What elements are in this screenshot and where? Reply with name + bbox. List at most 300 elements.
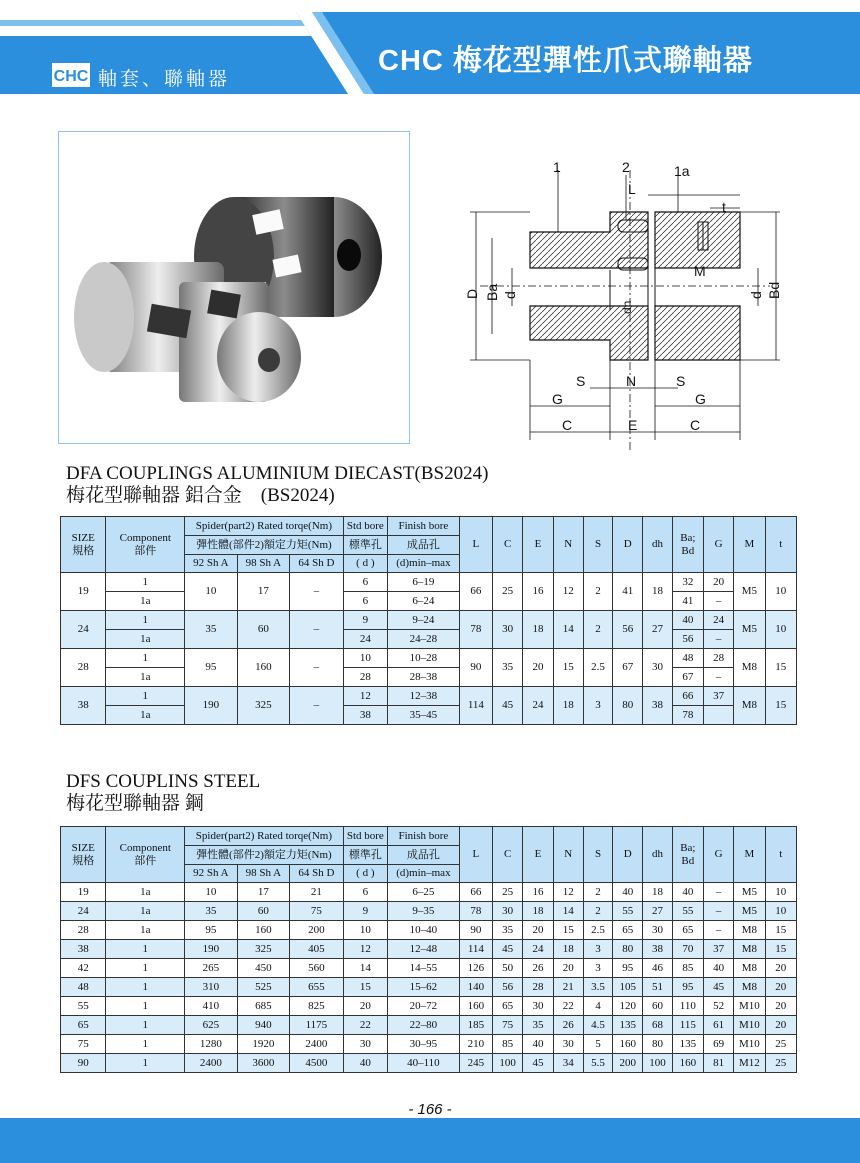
size-en: SIZE xyxy=(71,532,95,545)
table-cell: 90 xyxy=(459,649,492,687)
hardness-92-sha: 92 Sh A xyxy=(185,555,237,573)
table-cell: 560 xyxy=(290,959,344,978)
table-cell: 81 xyxy=(703,1054,733,1073)
table-cell: 51 xyxy=(643,978,672,997)
table-cell: M10 xyxy=(734,1035,765,1054)
table-cell: 30 xyxy=(643,649,672,687)
table-cell: 14–55 xyxy=(388,959,460,978)
table-cell: 126 xyxy=(459,959,492,978)
table-cell: 15 xyxy=(553,921,583,940)
drawing-label-d-left: d xyxy=(502,291,518,299)
size-header xyxy=(61,827,106,883)
table-cell: 15 xyxy=(765,687,796,725)
table-cell: 41 xyxy=(613,573,643,611)
table-cell: 85 xyxy=(672,959,703,978)
table-cell: 56 xyxy=(672,630,703,649)
table-cell: 56 xyxy=(613,611,643,649)
size-cell: 38 xyxy=(61,687,106,725)
component-cell: 1a xyxy=(106,668,185,687)
table-cell: 48 xyxy=(672,649,703,668)
table-cell: 9–35 xyxy=(388,902,460,921)
table-cell: 625 xyxy=(185,1016,237,1035)
drawing-label-S-left: S xyxy=(576,373,586,389)
table-cell: 20 xyxy=(703,573,733,592)
table-cell: M8 xyxy=(734,959,765,978)
size-cell: 28 xyxy=(61,921,106,940)
table-cell: 35 xyxy=(493,649,523,687)
table-cell: 685 xyxy=(237,997,289,1016)
table-cell: 21 xyxy=(290,883,344,902)
table-cell: 15 xyxy=(765,940,796,959)
table-cell: 15 xyxy=(343,978,387,997)
table-cell: 24 xyxy=(523,940,553,959)
finish-bore-header-en: Finish bore xyxy=(388,517,460,536)
table-cell: 10–28 xyxy=(388,649,460,668)
table-cell: 65 xyxy=(493,997,523,1016)
table-cell: 45 xyxy=(703,978,733,997)
col-header-C: C xyxy=(493,517,523,573)
component-zh: 部件 xyxy=(134,854,157,867)
table-cell: 95 xyxy=(185,921,237,940)
std-bore-d: ( d ) xyxy=(343,865,387,883)
std-bore-header-zh: 標準孔 xyxy=(343,846,387,865)
table-cell: 21 xyxy=(553,978,583,997)
table-cell: 26 xyxy=(523,959,553,978)
col-header-L: L xyxy=(459,827,492,883)
table-cell: 6–24 xyxy=(388,592,460,611)
table-cell: 190 xyxy=(185,687,237,725)
table-cell: 20 xyxy=(765,997,796,1016)
table-cell: 20 xyxy=(523,921,553,940)
table-cell: 10 xyxy=(765,883,796,902)
table-row xyxy=(61,649,797,668)
drawing-label-2: 2 xyxy=(622,159,630,175)
table-cell: 3600 xyxy=(237,1054,289,1073)
table-cell: 10 xyxy=(343,921,387,940)
table-cell: 655 xyxy=(290,978,344,997)
component-cell: 1a xyxy=(106,921,185,940)
col-header-E: E xyxy=(523,827,553,883)
table-cell: 35 xyxy=(493,921,523,940)
table-cell: – xyxy=(290,687,344,725)
drawing-label-Ba: Ba xyxy=(484,283,500,301)
page-title: CHC 梅花型彈性爪式聯軸器 xyxy=(378,45,753,77)
table-cell: 135 xyxy=(672,1035,703,1054)
table-cell: 95 xyxy=(613,959,643,978)
table-cell: 30 xyxy=(493,611,523,649)
table-cell: 525 xyxy=(237,978,289,997)
dfs-spec-table xyxy=(60,826,797,1073)
category-label: 軸套、聯軸器 xyxy=(98,68,231,90)
drawing-label-D: D xyxy=(464,288,480,299)
table-cell: 25 xyxy=(765,1054,796,1073)
drawing-label-G-right: G xyxy=(695,391,706,407)
table-cell: 75 xyxy=(290,902,344,921)
table-cell: 4.5 xyxy=(583,1016,612,1035)
table-cell: – xyxy=(703,883,733,902)
table-cell: 12 xyxy=(553,883,583,902)
component-header xyxy=(106,827,185,883)
component-zh: 部件 xyxy=(134,544,157,557)
table-cell: 40–110 xyxy=(388,1054,460,1073)
table-cell: 40 xyxy=(613,883,643,902)
table-row xyxy=(61,978,797,997)
table-cell: M8 xyxy=(734,978,765,997)
std-bore-header-en: Std bore xyxy=(343,517,387,536)
table-cell: 2.5 xyxy=(583,921,612,940)
table-cell: 6–25 xyxy=(388,883,460,902)
table-cell: 26 xyxy=(553,1016,583,1035)
finish-bore-header-en: Finish bore xyxy=(388,827,460,846)
col-header-dh: dh xyxy=(643,517,672,573)
table-row xyxy=(61,1054,797,1073)
size-cell: 55 xyxy=(61,997,106,1016)
chc-logo xyxy=(52,63,90,87)
table-cell: 325 xyxy=(237,687,289,725)
table-cell: 20 xyxy=(765,978,796,997)
table-cell: 15 xyxy=(553,649,583,687)
table-cell: 18 xyxy=(643,883,672,902)
table-cell: 95 xyxy=(672,978,703,997)
table-cell: 110 xyxy=(672,997,703,1016)
table-cell: 80 xyxy=(613,687,643,725)
table-cell: 38 xyxy=(643,940,672,959)
table-cell: 40 xyxy=(672,611,703,630)
table-row xyxy=(61,902,797,921)
table-cell: 30 xyxy=(343,1035,387,1054)
table-cell: 100 xyxy=(643,1054,672,1073)
table-cell: 12–38 xyxy=(388,687,460,706)
table-cell: 17 xyxy=(237,883,289,902)
col-header-G: G xyxy=(703,517,733,573)
table-row xyxy=(61,959,797,978)
table-cell: 115 xyxy=(672,1016,703,1035)
table-cell: 160 xyxy=(237,649,289,687)
table-cell: 50 xyxy=(493,959,523,978)
table-cell: 210 xyxy=(459,1035,492,1054)
table-cell: 25 xyxy=(493,573,523,611)
table-cell: 61 xyxy=(703,1016,733,1035)
table-cell: 80 xyxy=(613,940,643,959)
spider-header-zh: 彈性體(部件2)額定力矩(Nm) xyxy=(185,846,343,865)
table-cell: 20 xyxy=(765,1016,796,1035)
component-cell: 1a xyxy=(106,592,185,611)
table-row xyxy=(61,630,797,649)
table-row xyxy=(61,883,797,902)
table-row xyxy=(61,1016,797,1035)
page-number: - 166 - xyxy=(408,1101,452,1118)
table-cell: 20 xyxy=(553,959,583,978)
table-cell: 40 xyxy=(672,883,703,902)
std-bore-header-zh: 標準孔 xyxy=(343,536,387,555)
component-cell: 1 xyxy=(106,940,185,959)
table-cell: 6 xyxy=(343,592,387,611)
table-row xyxy=(61,1035,797,1054)
col-header-babd: Ba; Bd xyxy=(672,517,703,573)
table-cell: 2.5 xyxy=(583,649,612,687)
table-cell: 9–24 xyxy=(388,611,460,630)
table-cell: 67 xyxy=(613,649,643,687)
table-cell: 70 xyxy=(672,940,703,959)
table-cell: 78 xyxy=(459,611,492,649)
table-cell: 6 xyxy=(343,573,387,592)
table-cell: 60 xyxy=(237,611,289,649)
component-cell: 1 xyxy=(106,573,185,592)
table-cell: 200 xyxy=(613,1054,643,1073)
table-cell: 24 xyxy=(343,630,387,649)
table-cell: 20 xyxy=(343,997,387,1016)
col-header-dh: dh xyxy=(643,827,672,883)
size-cell: 65 xyxy=(61,1016,106,1035)
table-cell: 10 xyxy=(185,883,237,902)
col-header-D: D xyxy=(613,517,643,573)
product-photo xyxy=(58,131,410,444)
table-cell: 325 xyxy=(237,940,289,959)
table-cell: 18 xyxy=(523,611,553,649)
table-cell: 66 xyxy=(459,883,492,902)
table-cell: 55 xyxy=(672,902,703,921)
component-cell: 1 xyxy=(106,959,185,978)
component-en: Component xyxy=(119,842,171,855)
drawing-label-L: L xyxy=(628,181,636,197)
dfa-title-en: DFA COUPLINGS ALUMINIUM DIECAST(BS2024) xyxy=(66,463,489,484)
finish-bore-header-zh: 成品孔 xyxy=(388,846,460,865)
table-cell: 190 xyxy=(185,940,237,959)
finish-bore-header-zh: 成品孔 xyxy=(388,536,460,555)
table-row xyxy=(61,940,797,959)
table-cell: 114 xyxy=(459,940,492,959)
table-cell: M8 xyxy=(734,687,765,725)
header-row xyxy=(61,517,797,536)
table-cell: 45 xyxy=(493,687,523,725)
component-header xyxy=(106,517,185,573)
page-header xyxy=(0,0,860,94)
table-cell: 10 xyxy=(185,573,237,611)
component-cell: 1 xyxy=(106,611,185,630)
finish-bore-range: (d)min–max xyxy=(388,865,460,883)
col-header-N: N xyxy=(553,517,583,573)
size-cell: 38 xyxy=(61,940,106,959)
table-cell: 12 xyxy=(553,573,583,611)
table-cell: 10 xyxy=(343,649,387,668)
table-cell: 30 xyxy=(643,921,672,940)
table-cell: 69 xyxy=(703,1035,733,1054)
size-cell: 24 xyxy=(61,902,106,921)
hardness-98-sha: 98 Sh A xyxy=(237,555,289,573)
table-cell: 265 xyxy=(185,959,237,978)
table-cell: 20 xyxy=(523,649,553,687)
table-cell: 56 xyxy=(493,978,523,997)
table-cell: 12 xyxy=(343,687,387,706)
table-cell: 16 xyxy=(523,883,553,902)
table-cell: 3 xyxy=(583,940,612,959)
table-cell: 2 xyxy=(583,611,612,649)
component-cell: 1 xyxy=(106,1054,185,1073)
table-cell: 35–45 xyxy=(388,706,460,725)
table-cell: 405 xyxy=(290,940,344,959)
table-cell: 55 xyxy=(613,902,643,921)
table-cell: 3.5 xyxy=(583,978,612,997)
size-cell: 75 xyxy=(61,1035,106,1054)
table-cell: 15–62 xyxy=(388,978,460,997)
table-row xyxy=(61,611,797,630)
component-cell: 1a xyxy=(106,902,185,921)
col-header-N: N xyxy=(553,827,583,883)
table-cell: – xyxy=(703,921,733,940)
table-cell: M12 xyxy=(734,1054,765,1073)
table-cell: 18 xyxy=(523,902,553,921)
table-cell: 95 xyxy=(185,649,237,687)
table-cell: 66 xyxy=(459,573,492,611)
size-cell: 19 xyxy=(61,883,106,902)
table-cell: 37 xyxy=(703,687,733,706)
drawing-label-N: N xyxy=(626,373,637,389)
table-cell: 120 xyxy=(613,997,643,1016)
table-cell: 825 xyxy=(290,997,344,1016)
drawing-label-C-left: C xyxy=(562,417,573,433)
size-header xyxy=(61,517,106,573)
table-cell: 3 xyxy=(583,959,612,978)
size-cell: 42 xyxy=(61,959,106,978)
table-cell: 30 xyxy=(493,902,523,921)
table-cell: 4500 xyxy=(290,1054,344,1073)
table-cell: 12–48 xyxy=(388,940,460,959)
table-cell: 22 xyxy=(553,997,583,1016)
table-cell: M8 xyxy=(734,921,765,940)
drawing-label-1a: 1a xyxy=(674,163,690,179)
size-zh: 規格 xyxy=(72,854,95,867)
table-cell: 41 xyxy=(672,592,703,611)
col-header-M: M xyxy=(734,517,765,573)
table-cell: 60 xyxy=(237,902,289,921)
table-cell: 4 xyxy=(583,997,612,1016)
table-cell: 1280 xyxy=(185,1035,237,1054)
table-cell: M5 xyxy=(734,611,765,649)
table-cell: 1175 xyxy=(290,1016,344,1035)
table-cell: 17 xyxy=(237,573,289,611)
table-cell: 16 xyxy=(523,573,553,611)
table-cell: 160 xyxy=(459,997,492,1016)
drawing-label-d-right: d xyxy=(748,291,764,299)
table-cell: 2 xyxy=(583,902,612,921)
table-cell: M8 xyxy=(734,649,765,687)
size-cell: 28 xyxy=(61,649,106,687)
table-cell: 2400 xyxy=(185,1054,237,1073)
table-cell: 24 xyxy=(703,611,733,630)
table-cell: 135 xyxy=(613,1016,643,1035)
col-header-L: L xyxy=(459,517,492,573)
table-row xyxy=(61,997,797,1016)
std-bore-d: ( d ) xyxy=(343,555,387,573)
hardness-98-sha: 98 Sh A xyxy=(237,865,289,883)
table-row xyxy=(61,592,797,611)
table-cell: 65 xyxy=(613,921,643,940)
dfa-title-zh: 梅花型聯軸器 鋁合金 (BS2024) xyxy=(66,485,335,506)
col-header-C: C xyxy=(493,827,523,883)
drawing-label-E: E xyxy=(628,417,638,433)
table-cell: 78 xyxy=(459,902,492,921)
component-cell: 1 xyxy=(106,687,185,706)
table-cell: 10 xyxy=(765,573,796,611)
table-cell: 75 xyxy=(493,1016,523,1035)
table-cell: 18 xyxy=(553,687,583,725)
table-cell: – xyxy=(703,592,733,611)
col-header-babd: Ba; Bd xyxy=(672,827,703,883)
table-cell: 940 xyxy=(237,1016,289,1035)
dfs-title-en: DFS COUPLINS STEEL xyxy=(66,771,261,792)
table-cell: 18 xyxy=(553,940,583,959)
size-cell: 19 xyxy=(61,573,106,611)
col-header-t: t xyxy=(765,827,796,883)
table-cell: 34 xyxy=(553,1054,583,1073)
table-cell: 24 xyxy=(523,687,553,725)
table-cell: 68 xyxy=(643,1016,672,1035)
table-cell: 200 xyxy=(290,921,344,940)
col-header-D: D xyxy=(613,827,643,883)
table-cell: 22–80 xyxy=(388,1016,460,1035)
technical-drawing xyxy=(440,150,800,450)
table-row xyxy=(61,921,797,940)
table-cell: 20–72 xyxy=(388,997,460,1016)
table-cell: 30 xyxy=(523,997,553,1016)
drawing-label-1: 1 xyxy=(553,159,561,175)
drawing-label-dh: dh xyxy=(620,300,634,314)
size-cell: 24 xyxy=(61,611,106,649)
col-header-M: M xyxy=(734,827,765,883)
col-header-S: S xyxy=(583,517,612,573)
table-cell: 80 xyxy=(643,1035,672,1054)
table-cell: 2 xyxy=(583,573,612,611)
table-cell: M5 xyxy=(734,573,765,611)
table-cell: 40 xyxy=(343,1054,387,1073)
spider-header-zh: 彈性體(部件2)額定力矩(Nm) xyxy=(185,536,343,555)
table-cell: 245 xyxy=(459,1054,492,1073)
table-cell: 52 xyxy=(703,997,733,1016)
table-cell: 14 xyxy=(553,902,583,921)
col-header-G: G xyxy=(703,827,733,883)
size-cell: 90 xyxy=(61,1054,106,1073)
table-cell: 85 xyxy=(493,1035,523,1054)
table-cell: – xyxy=(290,573,344,611)
drawing-label-t: t xyxy=(722,199,726,215)
table-cell: 27 xyxy=(643,611,672,649)
table-row xyxy=(61,573,797,592)
component-en: Component xyxy=(119,532,171,545)
table-cell: 114 xyxy=(459,687,492,725)
table-cell: 28–38 xyxy=(388,668,460,687)
table-cell: 46 xyxy=(643,959,672,978)
hardness-92-sha: 92 Sh A xyxy=(185,865,237,883)
table-cell: 140 xyxy=(459,978,492,997)
table-cell: 185 xyxy=(459,1016,492,1035)
table-cell: 310 xyxy=(185,978,237,997)
table-cell: 37 xyxy=(703,940,733,959)
table-cell: 35 xyxy=(185,611,237,649)
table-cell: 24–28 xyxy=(388,630,460,649)
component-cell: 1a xyxy=(106,883,185,902)
table-cell: 40 xyxy=(523,1035,553,1054)
table-cell: 38 xyxy=(643,687,672,725)
table-cell: 35 xyxy=(185,902,237,921)
table-cell: 14 xyxy=(553,611,583,649)
table-cell: 40 xyxy=(703,959,733,978)
table-cell: 9 xyxy=(343,611,387,630)
table-cell: 14 xyxy=(343,959,387,978)
size-cell: 48 xyxy=(61,978,106,997)
table-cell: – xyxy=(703,630,733,649)
hardness-64-shd: 64 Sh D xyxy=(290,555,344,573)
table-cell: 9 xyxy=(343,902,387,921)
